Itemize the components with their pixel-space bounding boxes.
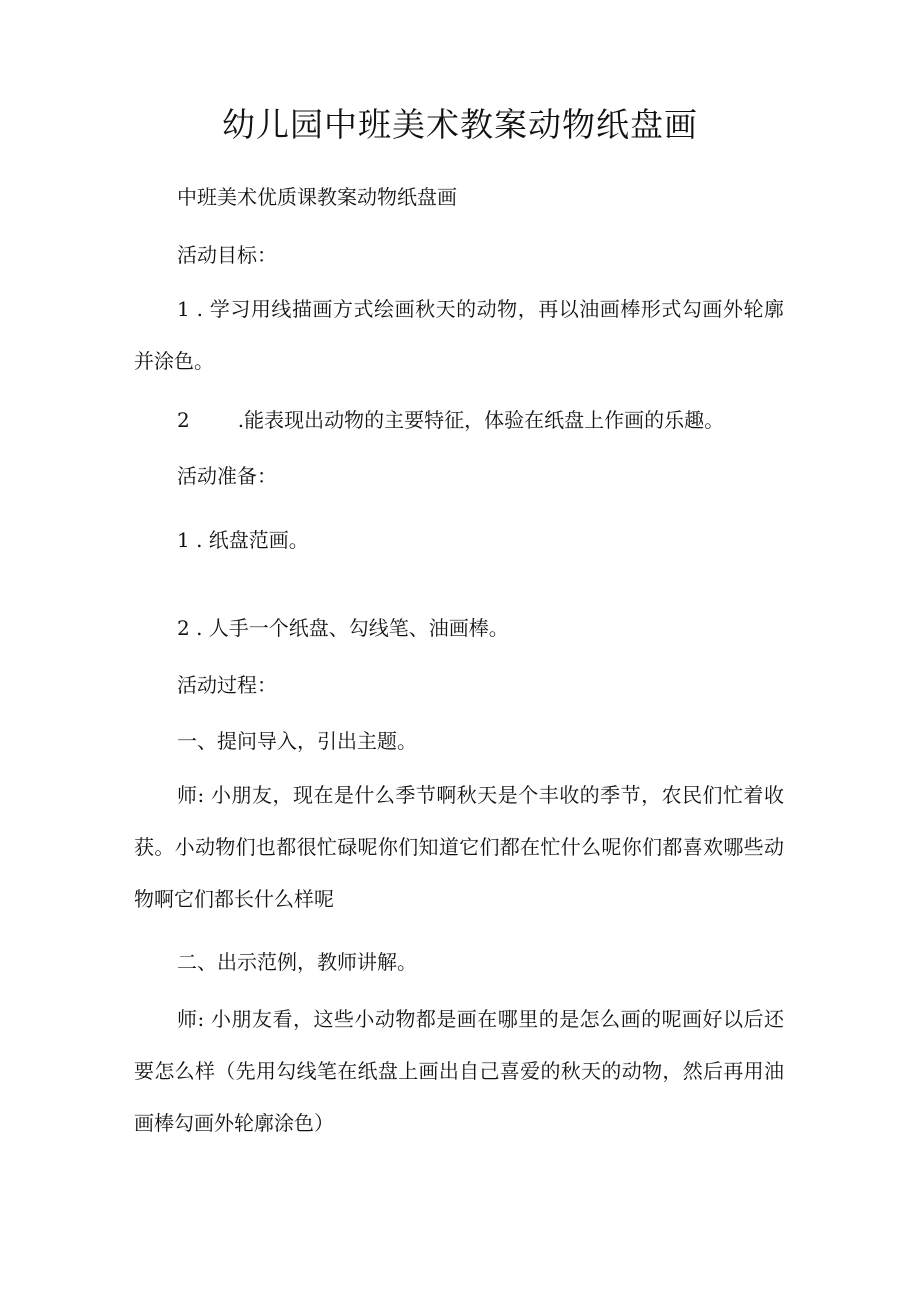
goal-1: 1 . 学习用线描画方式绘画秋天的动物，再以油画棒形式勾画外轮廓并涂色。	[134, 297, 784, 373]
document-title: 幼儿园中班美术教案动物纸盘画	[222, 105, 698, 144]
goal-2-number: 2	[177, 408, 190, 432]
prep-heading: 活动准备：	[177, 464, 277, 488]
prep-1: 1 . 纸盘范画。	[177, 528, 309, 552]
goal-2-text: .能表现出动物的主要特征，体验在纸盘上作画的乐趣。	[237, 408, 725, 432]
process-heading: 活动过程：	[177, 673, 277, 697]
step-2-text: 师: 小朋友看，这些小动物都是画在哪里的是怎么画的呢画好以后还要怎么样（先用勾线笔在纸盘上画出自己喜爱的秋天的动物，然后再用油画棒勾画外轮廓涂色）	[134, 1007, 784, 1135]
goal-2	[134, 405, 784, 435]
step-2-heading: 二、出示范例，教师讲解。	[177, 950, 417, 974]
goals-heading: 活动目标：	[177, 243, 277, 267]
step-1-heading: 一、提问导入，引出主题。	[177, 729, 417, 753]
prep-2: 2 . 人手一个纸盘、勾线笔、油画棒。	[177, 616, 509, 640]
step-1-text: 师: 小朋友，现在是什么季节啊秋天是个丰收的季节，农民们忙着收获。小动物们也都很忙碌呢你们知道它们都在忙什么呢你们都喜欢哪些动物啊它们都长什么样呢	[134, 783, 784, 911]
subtitle: 中班美术优质课教案动物纸盘画	[177, 185, 457, 209]
